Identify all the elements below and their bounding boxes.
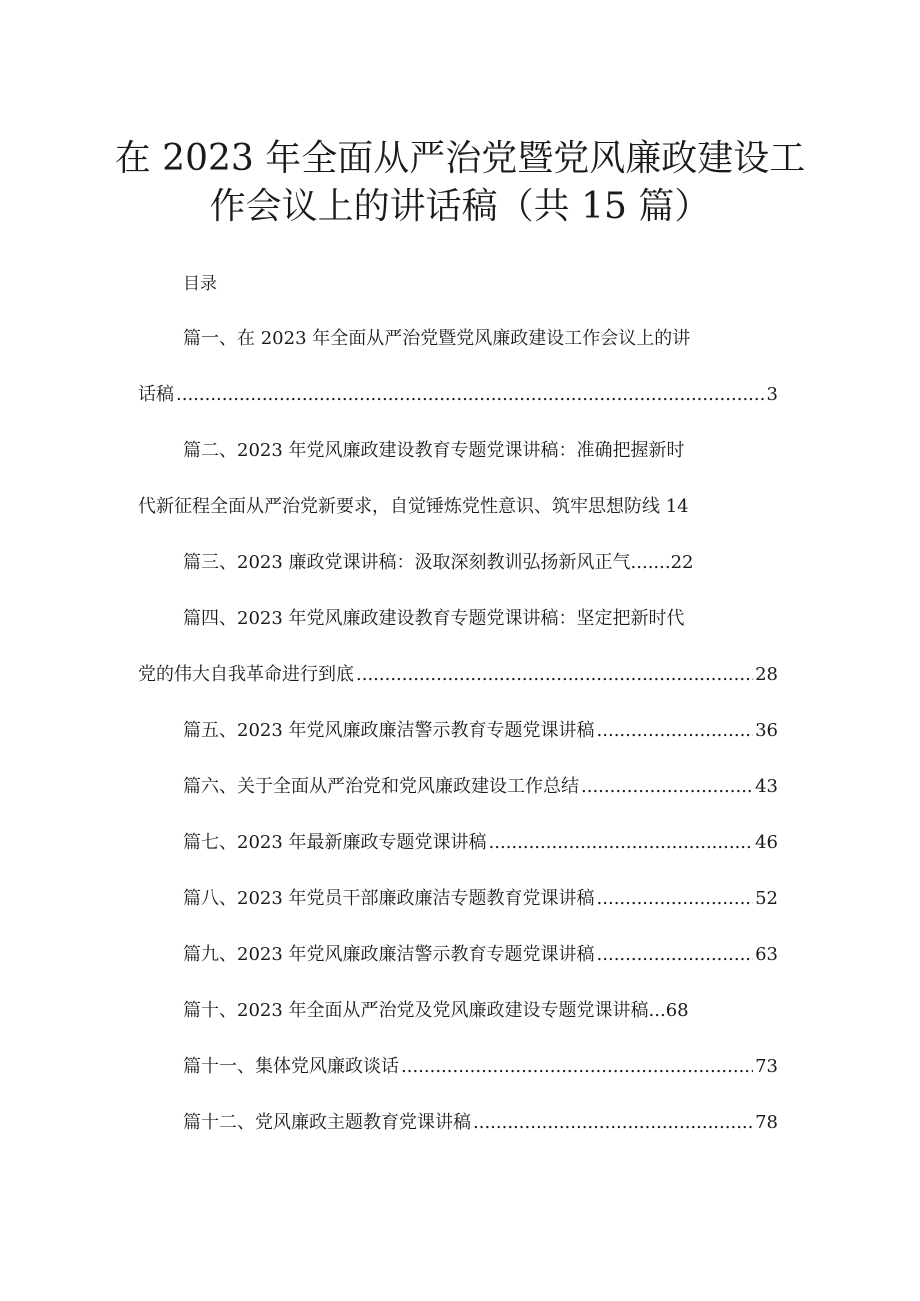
- toc-page-number: 28: [755, 664, 778, 685]
- dot-leader: [597, 718, 754, 744]
- toc-item-text: 篇九、2023 年党风廉政廉洁警示教育专题党课讲稿: [183, 944, 595, 965]
- toc-page-number: 78: [755, 1112, 778, 1133]
- dot-leader: [597, 942, 754, 968]
- toc-item-2-line-2[interactable]: 代新征程全面从严治党新要求，自觉锤炼党性意识、筑牢思想防线 14: [138, 496, 689, 517]
- toc-item-1-line-1[interactable]: 篇一、在 2023 年全面从严治党暨党风廉政建设工作会议上的讲: [183, 328, 691, 349]
- toc-item-10[interactable]: 篇十、2023 年全面从严治党及党风廉政建设专题党课讲稿...68: [183, 1000, 689, 1021]
- toc-item-9[interactable]: [183, 942, 778, 968]
- dot-leader: [473, 1110, 753, 1136]
- toc-item-3[interactable]: 篇三、2023 廉政党课讲稿：汲取深刻教训弘扬新风正气.......22: [183, 552, 694, 573]
- toc-page-number: 52: [755, 888, 778, 909]
- toc-item-5[interactable]: [183, 718, 778, 744]
- toc-item-text: 篇十一、集体党风廉政谈话: [183, 1056, 399, 1077]
- toc-item-7[interactable]: [183, 830, 778, 856]
- toc-page-number: 73: [755, 1056, 778, 1077]
- toc-item-1-line-2[interactable]: [138, 382, 778, 408]
- toc-item-2-line-1[interactable]: 篇二、2023 年党风廉政建设教育专题党课讲稿：准确把握新时: [183, 440, 685, 461]
- toc-page-number: 43: [755, 776, 778, 797]
- toc-item-4-line-1[interactable]: 篇四、2023 年党风廉政建设教育专题党课讲稿：坚定把新时代: [183, 608, 685, 629]
- dot-leader: [176, 382, 765, 408]
- toc-item-4-line-2[interactable]: [138, 662, 778, 688]
- dot-leader: [597, 886, 754, 912]
- dot-leader: [401, 1054, 753, 1080]
- title-line-2: 作会议上的讲话稿（共 15 篇）: [209, 186, 711, 227]
- toc-item-text: 篇五、2023 年党风廉政廉洁警示教育专题党课讲稿: [183, 720, 595, 741]
- toc-item-text: 话稿: [138, 384, 174, 405]
- toc-heading: 目录: [183, 274, 217, 294]
- toc-item-12[interactable]: [183, 1110, 778, 1136]
- dot-leader: [489, 830, 754, 856]
- toc-item-text: 篇六、关于全面从严治党和党风廉政建设工作总结: [183, 776, 579, 797]
- toc-item-8[interactable]: [183, 886, 778, 912]
- title-line-1: 在 2023 年全面从严治党暨党风廉政建设工: [114, 138, 806, 179]
- dot-leader: [581, 774, 753, 800]
- toc-item-text: 篇八、2023 年党员干部廉政廉洁专题教育党课讲稿: [183, 888, 595, 909]
- toc-item-text: 党的伟大自我革命进行到底: [138, 664, 354, 685]
- toc-item-text: 篇十二、党风廉政主题教育党课讲稿: [183, 1112, 471, 1133]
- dot-leader: [356, 662, 753, 688]
- toc-item-text: 篇七、2023 年最新廉政专题党课讲稿: [183, 832, 487, 853]
- toc-page-number: 63: [755, 944, 778, 965]
- toc-item-6[interactable]: [183, 774, 778, 800]
- toc-page-number: 3: [766, 384, 778, 405]
- toc-page-number: 36: [755, 720, 778, 741]
- toc-page-number: 46: [755, 832, 778, 853]
- toc-item-11[interactable]: [183, 1054, 778, 1080]
